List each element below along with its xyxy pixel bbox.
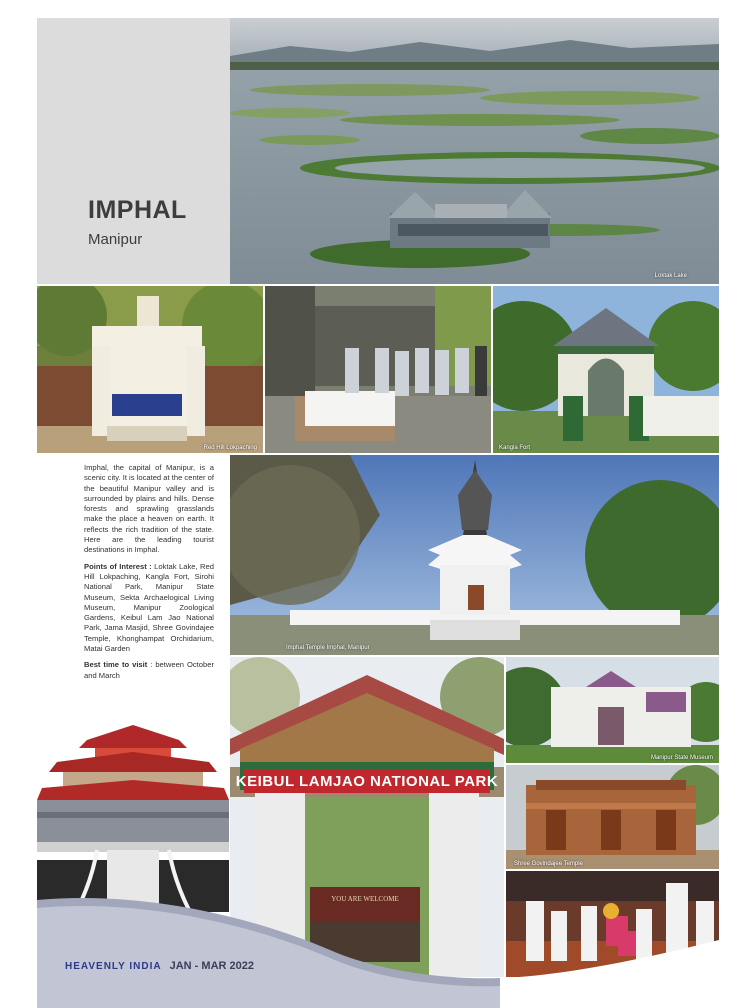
best-time-value: : between October and March [84,660,214,680]
publication-issue: JAN - MAR 2022 [169,960,254,972]
points-of-interest [84,562,214,655]
loktak-lake-caption: Loktak Lake [654,273,687,279]
keibul-lamjao-sign: KEIBUL LAMJAO NATIONAL PARK [235,772,499,790]
points-of-interest-list: Loktak Lake, Red Hill Lokpaching, Kangla Fort, Sirohi National Park, Manipur State Museum, Sekta Archaelogical Living Museum, Manipur Zoological Gardens, Keibul Lam Jao National Park, Jama Masjid, Shree Govindajee Temple, Khonghampat Orchidarium, Matai Garden [84,561,214,654]
loktak-lake-photo [230,18,719,284]
imphal-temple-photo [230,455,719,655]
best-time-label: Best time to visit [84,660,148,670]
red-hill-caption: Red Hill Lokpaching [203,445,257,451]
imphal-temple-caption: Imphal Temple Imphal, Manipur [286,645,370,651]
state-museum-caption: Manipur State Museum [650,755,713,761]
govindajee-temple-caption: Shree Govindajee Temple [514,861,583,867]
state-museum-photo [506,657,719,763]
welcome-sign: YOU ARE WELCOME [331,895,399,903]
points-of-interest-label: Points of Interest : [84,561,152,571]
memorial-gathering-photo [265,286,491,453]
kangla-fort-caption: Kangla Fort [499,445,531,451]
footer-wave [0,880,756,1008]
govindajee-temple-photo [506,765,719,869]
intro-text-block [84,463,214,687]
intro-paragraph: Imphal, the capital of Manipur, is a scenic city. It is located at the center of the beautiful Manipur valley and is surrounded by plains and hills. Dense forests and sprawling grasslands make the place a heaven on earth. It reflects the rich tradition of the state. Here are the leading tourist destinations in Imphal. [84,463,214,555]
page-title: IMPHAL [88,196,187,224]
page-subtitle: Manipur [88,231,143,248]
footer-publication [65,960,254,972]
kangla-fort-photo [493,286,719,453]
publication-name: HEAVENLY INDIA [65,961,162,972]
best-time [84,660,214,681]
red-hill-photo [37,286,263,453]
